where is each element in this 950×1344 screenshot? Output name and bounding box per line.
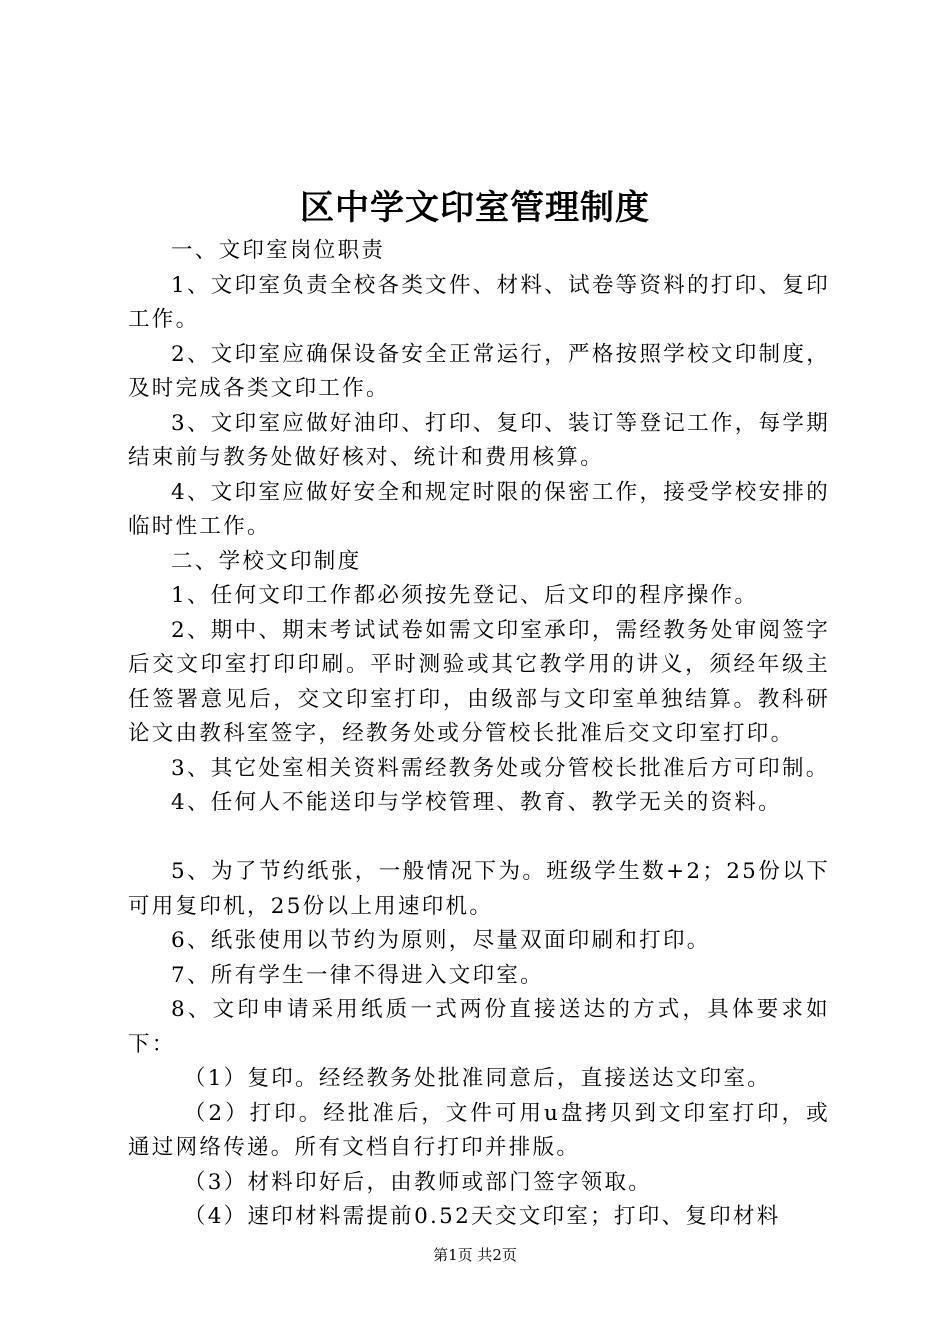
document-body <box>128 234 830 1235</box>
paragraph: 5、为了节约纸张，一般情况下为。班级学生数+2；25份以下可用复印机，25份以上用速印机。 <box>128 859 830 919</box>
paragraph: 6、纸张使用以节约为原则，尽量双面印刷和打印。 <box>171 928 711 953</box>
section-heading-2: 二、学校文印制度 <box>171 548 362 574</box>
paragraph: 3、文印室应做好油印、打印、复印、装订等登记工作，每学期结束前与教务处做好核对、统计和费用核算。 <box>128 410 830 470</box>
sub-item: （2）打印。经批准后，文件可用u盘拷贝到文印室打印，或通过网络传递。所有文档自行打印并排版。 <box>128 1100 830 1160</box>
paragraph: 1、任何文印工作都必须按先登记、后文印的程序操作。 <box>171 583 759 608</box>
page-footer: 第1页 共2页 <box>433 1246 517 1264</box>
sub-item: （3）材料印好后，由教师或部门签字领取。 <box>183 1169 653 1195</box>
paragraph: 8、文印申请采用纸质一式两份直接送达的方式，具体要求如下： <box>128 997 830 1057</box>
paragraph: 4、文印室应做好安全和规定时限的保密工作，接受学校安排的临时性工作。 <box>128 479 830 539</box>
paragraph: 3、其它处室相关资料需经教务处或分管校长批准后方可印制。 <box>171 755 830 781</box>
paragraph: 2、文印室应确保设备安全正常运行，严格按照学校文印制度，及时完成各类文印工作。 <box>128 341 830 401</box>
section-heading-1: 一、文印室岗位职责 <box>171 238 386 263</box>
paragraph: 4、任何人不能送印与学校管理、教育、教学无关的资料。 <box>171 790 782 815</box>
paragraph: 7、所有学生一律不得进入文印室。 <box>171 962 544 988</box>
sub-item: （4）速印材料需提前0.52天交文印室；打印、复印材料 <box>183 1204 781 1229</box>
document-title: 区中学文印室管理制度 <box>300 188 650 228</box>
sub-item: （1）复印。经经教务处批准同意后，直接送达文印室。 <box>183 1066 772 1091</box>
blank-line <box>128 821 830 856</box>
paragraph: 2、期中、期末考试试卷如需文印室承印，需经教务处审阅签字后交文印室打印印刷。平时测验或其它教学用的讲义，须经年级主任签署意见后，交文印室打印，由级部与文印室单独结算。教科研论文由教科室签字，经教务处或分管校长批准后交文印室打印。 <box>128 617 830 746</box>
paragraph: 1、文印室负责全校各类文件、材料、试卷等资料的打印、复印工作。 <box>128 272 830 332</box>
